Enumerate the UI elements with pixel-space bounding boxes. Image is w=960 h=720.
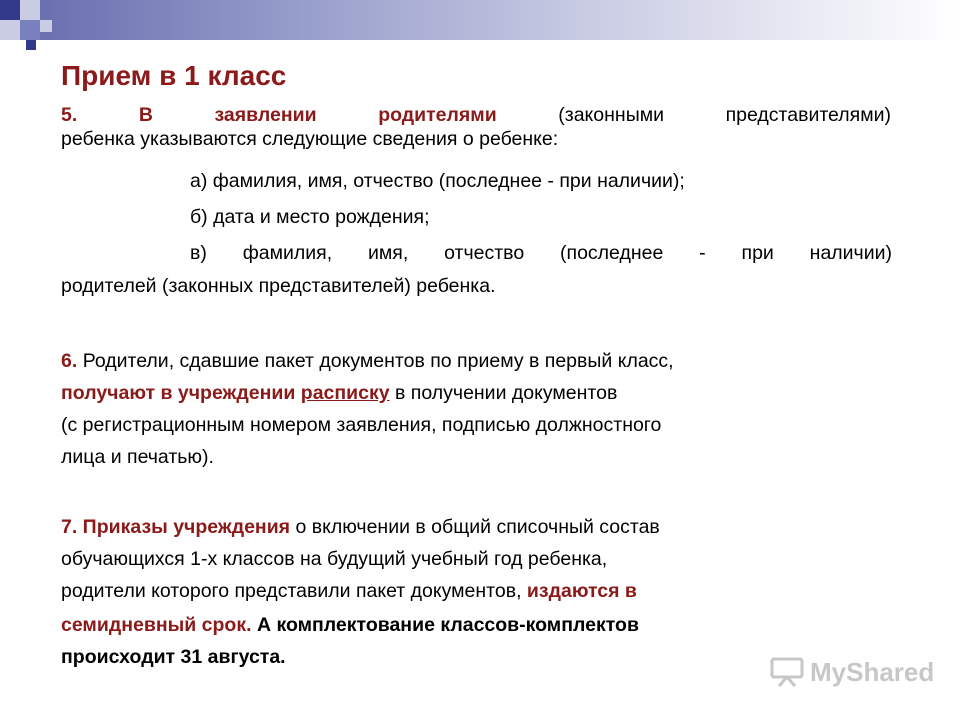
paragraph-7-line3 xyxy=(61,580,637,603)
paragraph-6-receipt: расписку xyxy=(300,382,390,404)
presentation-icon xyxy=(770,657,804,687)
paragraph-7-line1 xyxy=(61,516,660,539)
paragraph-6-line1 xyxy=(61,350,674,373)
paragraph-7-rest: о включении в общий списочный состав xyxy=(295,516,660,538)
list-item-c-line2: родителей (законных представителей) ребенка. xyxy=(61,275,496,297)
watermark-text: MyShared xyxy=(810,656,935,687)
paragraph-7-staffing: А комплектование классов-комплектов xyxy=(256,614,639,636)
deco-square xyxy=(40,20,52,32)
paragraph-6-receive: получают в учреждении xyxy=(61,382,296,404)
paragraph-5-rest: (законными представителями) xyxy=(558,104,891,126)
deco-square xyxy=(0,0,20,20)
slide-title: Прием в 1 класс xyxy=(61,60,287,91)
list-item-a: а) фамилия, имя, отчество (последнее - при наличии); xyxy=(190,170,685,192)
paragraph-7-lead: 7. Приказы учреждения xyxy=(61,516,291,538)
paragraph-7-text: родители которого представили пакет документов, xyxy=(61,580,522,602)
paragraph-5-lead: 5. В заявлении родителями xyxy=(61,104,497,126)
list-item-c-line1 xyxy=(190,242,892,265)
paragraph-7-term: семидневный срок. xyxy=(61,614,252,636)
deco-square xyxy=(0,20,20,40)
paragraph-6-rest: в получении документов xyxy=(395,382,618,404)
paragraph-5-line2: ребенка указываются следующие сведения о ребенке: xyxy=(61,128,559,150)
paragraph-7-line2: обучающихся 1-х классов на будущий учебный год ребенка, xyxy=(61,548,608,570)
deco-square xyxy=(26,40,36,50)
paragraph-7-line5: происходит 31 августа. xyxy=(61,646,286,668)
deco-square xyxy=(20,20,40,40)
paragraph-7-issued: издаются в xyxy=(526,580,637,602)
header-gradient-bar xyxy=(40,0,960,40)
paragraph-6-text: Родители, сдавшие пакет документов по приему в первый класс, xyxy=(82,350,674,372)
paragraph-6-line4: лица и печатью). xyxy=(61,446,214,468)
paragraph-7-line4 xyxy=(61,614,639,637)
list-item-c-text: в) фамилия, имя, отчество (последнее - при наличии) xyxy=(190,242,892,264)
paragraph-6-line3: (с регистрационным номером заявления, подписью должностного xyxy=(61,414,662,436)
watermark-logo xyxy=(770,656,934,688)
paragraph-6-num: 6. xyxy=(61,350,78,372)
paragraph-5-line1 xyxy=(61,104,891,127)
deco-square xyxy=(20,0,40,20)
paragraph-6-line2 xyxy=(61,382,617,405)
list-item-b: б) дата и место рождения; xyxy=(190,206,430,228)
